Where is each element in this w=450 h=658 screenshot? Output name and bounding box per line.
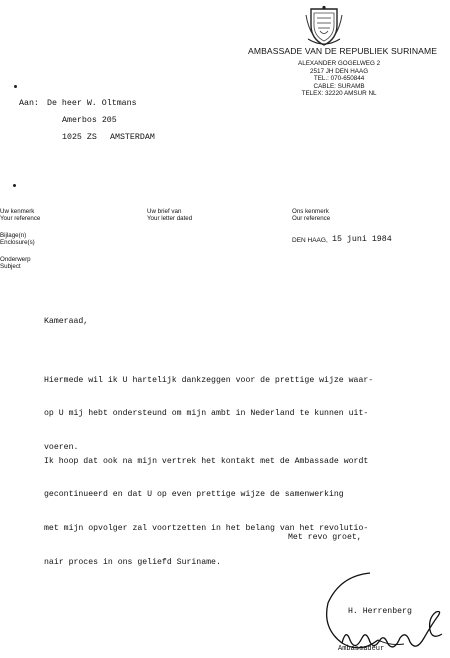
- paragraph-2: [44, 433, 368, 580]
- closing: Met revo groet,: [288, 533, 362, 542]
- body-line: Ik hoop dat ook na mijn vertrek het kontakt met de Ambassade wordt: [44, 456, 369, 466]
- address-line: TEL.: 070-650844: [313, 75, 365, 83]
- fold-mark: [14, 85, 17, 88]
- recipient-postcode: 1025 ZS: [62, 133, 97, 142]
- letter-place: DEN HAAG,: [292, 237, 328, 244]
- embassy-name: AMBASSADE VAN DE REPUBLIEK SURINAME: [248, 46, 438, 56]
- your-reference-label: Uw kenmerk Your reference: [0, 208, 41, 223]
- embassy-address: [298, 60, 380, 98]
- recipient-city: AMSTERDAM: [110, 133, 155, 142]
- body-line: nair proces in ons geliefd Suriname.: [44, 558, 221, 568]
- coat-of-arms-icon: [305, 5, 343, 47]
- body-line: op U mij hebt ondersteund om mijn ambt in Nederland te kunnen uit-: [44, 409, 369, 419]
- address-line: ALEXANDER GOGELWEG 2: [298, 60, 381, 67]
- fold-mark: [13, 184, 16, 187]
- body-line: Hiermede wil ik U hartelijk dankzeggen voor de prettige wijze waar-: [44, 375, 374, 385]
- address-line: 2517 JH DEN HAAG: [310, 67, 369, 75]
- letter-date: 15 juni 1984: [332, 235, 392, 244]
- body-line: voeren.: [44, 443, 79, 453]
- signer-name: H. Herrenberg: [348, 607, 412, 616]
- your-letter-label: Uw brief van Your letter dated: [147, 208, 193, 223]
- subject-label: Onderwerp Subject: [0, 256, 31, 271]
- recipient-label: Aan:: [19, 99, 39, 108]
- body-line: met mijn opvolger zal voortzetten in het belang van het revolutio-: [44, 524, 369, 534]
- signer-title: Ambassadeur: [338, 645, 385, 653]
- body-line: gecontinueerd en dat U op even prettige wijze de samenwerking: [44, 490, 344, 500]
- address-line: TELEX: 32220 AMSUR NL: [301, 90, 377, 98]
- our-reference-label: Ons kenmerk Our reference: [292, 208, 331, 223]
- enclosure-label: Bijlage(n) Enclosure(s): [0, 232, 35, 247]
- salutation: Kameraad,: [44, 317, 89, 326]
- recipient-name: De heer W. Oltmans: [47, 99, 137, 108]
- recipient-street: Amerbos 205: [62, 116, 117, 125]
- address-line: CABLE: SURAMB: [313, 82, 365, 90]
